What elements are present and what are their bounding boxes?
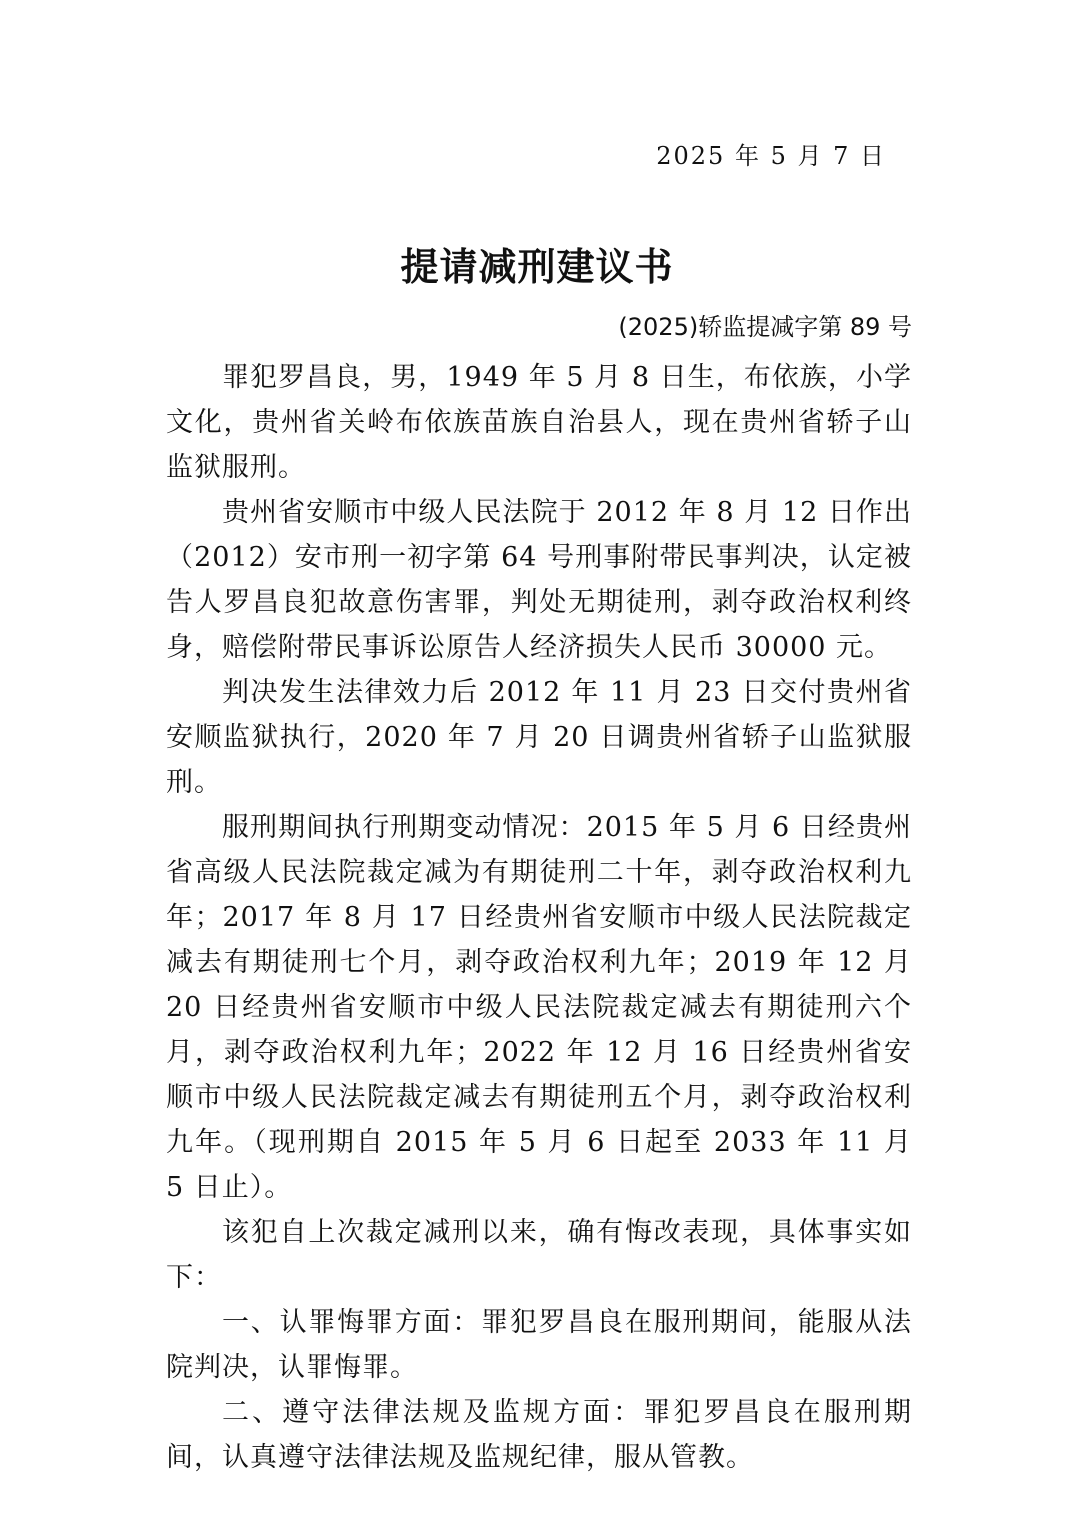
paragraph-compliance: 二、遵守法律法规及监规方面：罪犯罗昌良在服刑期间，认真遵守法律法规及监规纪律，服从管教。	[166, 1397, 912, 1473]
paragraph-admission-of-guilt: 一、认罪悔罪方面：罪犯罗昌良在服刑期间，能服从法院判决，认罪悔罪。	[166, 1307, 912, 1383]
document-title: 提请减刑建议书	[400, 244, 674, 289]
paragraph-criminal-info: 罪犯罗昌良，男，1949 年 5 月 8 日生，布依族，小学文化，贵州省关岭布依族苗族自治县人，现在贵州省轿子山监狱服刑。	[166, 362, 912, 483]
document-number: (2025)轿监提减字第 89 号	[618, 313, 912, 341]
paragraph-repentance-intro: 该犯自上次裁定减刑以来，确有悔改表现，具体事实如下：	[166, 1217, 912, 1293]
paragraph-execution: 判决发生法律效力后 2012 年 11 月 23 日交付贵州省安顺监狱执行，2020 年 7 月 20 日调贵州省轿子山监狱服刑。	[166, 677, 912, 798]
document-date: 2025 年 5 月 7 日	[656, 142, 886, 170]
paragraph-original-judgment: 贵州省安顺市中级人民法院于 2012 年 8 月 12 日作出（2012）安市刑一初字第 64 号刑事附带民事判决，认定被告人罗昌良犯故意伤害罪，判处无期徒刑，剥夺政治权利终身，赔偿附带民事诉讼原告人经济损失人民币 30000 元。	[166, 497, 912, 663]
paragraph-sentence-changes: 服刑期间执行刑期变动情况：2015 年 5 月 6 日经贵州省高级人民法院裁定减为有期徒刑二十年，剥夺政治权利九年；2017 年 8 月 17 日经贵州省安顺市中级人民法院裁定减去有期徒刑七个月，剥夺政治权利九年；2019 年 12 月 20 日经贵州省安顺市中级人民法院裁定减去有期徒刑六个月，剥夺政治权利九年；2022 年 12 月 16 日经贵州省安顺市中级人民法院裁定减去有期徒刑五个月，剥夺政治权利九年。（现刑期自 2015 年 5 月 6 日起至 2033 年 11 月 5 日止）。	[166, 812, 912, 1203]
document-body	[166, 355, 912, 1480]
